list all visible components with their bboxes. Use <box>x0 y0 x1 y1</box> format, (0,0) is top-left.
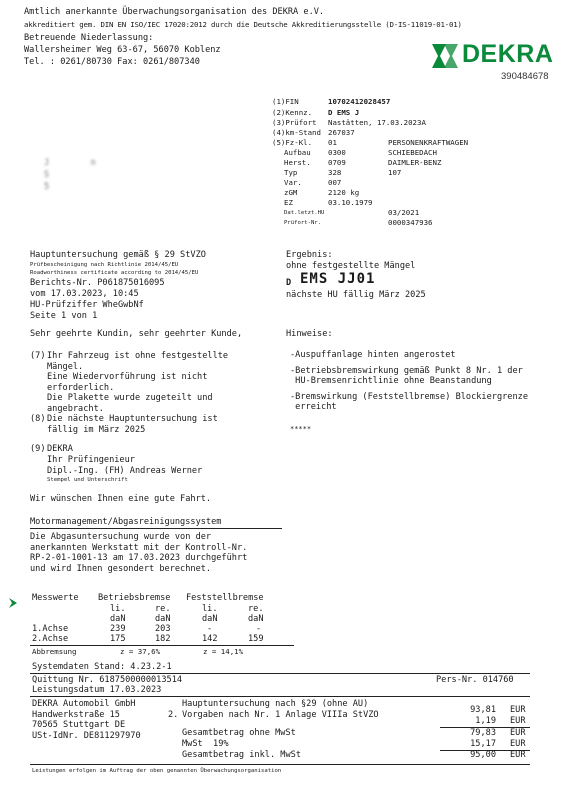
typ-text: 107 <box>388 168 402 177</box>
plate-prefix: D <box>286 278 292 288</box>
note7-line: angebracht. <box>47 403 104 414</box>
closing-text: Wir wünschen Ihnen eine gute Fahrt. <box>30 494 212 504</box>
company-line: DEKRA Automobil GmbH <box>32 699 136 709</box>
pruefort-label: (3)Prüfort <box>272 118 317 127</box>
leistungsdatum: Leistungsdatum 17.03.2023 <box>32 685 162 695</box>
billing-item-amount: 15,17 <box>470 739 496 749</box>
system-stand: Systemdaten Stand: 4.23.2-1 <box>32 662 172 672</box>
quittung-nr: Quittung Nr. 6187500000013514 <box>32 675 183 685</box>
brakes-sub: li. <box>202 604 218 614</box>
abbremsung-feststellbremse: z = 14,1% <box>203 647 244 656</box>
report-sub2: Roadworthiness certificate according to 2014/45/EU <box>30 270 199 276</box>
billing-item-amount: 79,83 <box>470 728 496 738</box>
next-hu: nächste HU fällig März 2025 <box>286 290 426 300</box>
brakes-row-value: 182 <box>155 634 171 644</box>
emissions-line: RP-2-01-1001-13 am 17.03.2023 durchgeführt <box>30 553 248 564</box>
brakes-unit: daN <box>110 614 126 624</box>
zgm-label: zGM <box>284 188 298 197</box>
brakes-unit: daN <box>202 614 218 624</box>
dekra-logo-text: DEKRA <box>462 40 554 68</box>
brakes-row-value: 159 <box>248 634 264 644</box>
signature-org: DEKRA <box>47 444 73 454</box>
var-label: Var. <box>284 178 302 187</box>
fin-value: 10702412028457 <box>328 97 391 106</box>
recipient-street: S <box>44 170 70 180</box>
emissions-text <box>30 532 247 574</box>
brakes-unit: daN <box>248 614 264 624</box>
brakes-row-value: 142 <box>202 634 218 644</box>
note8-line: fällig im März 2025 <box>47 424 146 435</box>
billing-item-currency: EUR <box>510 716 526 726</box>
billing-item-currency: EUR <box>510 750 526 760</box>
dekra-logo-icon <box>430 40 460 74</box>
header-org-line2: akkreditiert gem. DIN EN ISO/IEC 17020:2012 durch die Deutsche Akkreditierungsstelle (D-IS-11019-01-01) <box>24 20 462 29</box>
greeting: Sehr geehrte Kundin, sehr geehrter Kunde, <box>30 329 243 339</box>
note7-number: (7) <box>30 351 46 361</box>
typ-label: Typ <box>284 168 298 177</box>
brakes-row-value: 175 <box>110 634 126 644</box>
doc-number: 390484678 <box>501 71 549 82</box>
note7-text <box>47 351 228 415</box>
ez-label: EZ <box>284 198 293 207</box>
km-value: 267037 <box>328 128 355 137</box>
aufbau-label: Aufbau <box>284 148 311 157</box>
result-value: ohne festgestellte Mängel <box>286 261 416 271</box>
brakes-row-value: - <box>207 624 213 634</box>
note8-line: Die nächste Hauptuntersuchung ist <box>47 414 218 424</box>
var-value: 007 <box>328 178 342 187</box>
brakes-row-axle: 2.Achse <box>32 634 69 644</box>
pers-nr: Pers-Nr. 014760 <box>436 675 514 685</box>
emissions-line: und wird Ihnen gesondert berechnet. <box>30 563 212 574</box>
note7-line: Ihr Fahrzeug ist ohne festgestellte <box>47 351 229 361</box>
berichts-nr: Berichts-Nr. P061875016095 <box>30 278 165 288</box>
page-indicator: Seite 1 von 1 <box>30 311 98 321</box>
branch-address: Wallersheimer Weg 63-67, 56070 Koblenz <box>24 45 221 55</box>
billing-item-currency: EUR <box>510 739 526 749</box>
billing-item-text: Vorgaben nach Nr. 1 Anlage VIIIa StVZO <box>182 710 379 720</box>
herst-value: 0709 <box>328 158 346 167</box>
pruefort-nr-label: Prüfort-Nr. <box>284 220 322 226</box>
brakes-divider <box>30 645 294 646</box>
brakes-col-betriebsbremse: Betriebsbremse <box>98 593 171 603</box>
typ-value: 328 <box>328 168 342 177</box>
billing-item-num: 2. <box>168 710 179 720</box>
km-label: (4)km-Stand <box>272 128 321 137</box>
hinweis-item: ***** <box>290 424 312 433</box>
footer-divider <box>30 764 530 765</box>
fzkl-label: (5)Fz-Kl. <box>272 138 313 147</box>
aufbau-value: 0300 <box>328 148 346 157</box>
abbremsung-label: Abbremsung <box>32 647 77 656</box>
brakes-sub: re. <box>248 604 264 614</box>
brakes-row-value: - <box>256 624 262 634</box>
brakes-row-value: 203 <box>155 624 171 634</box>
hinweise-label: Hinweise: <box>286 329 333 339</box>
billing-item-currency: EUR <box>510 705 526 715</box>
emissions-line: anerkannten Werkstatt mit der Kontroll-Nr. <box>30 542 248 553</box>
datletzt-label: Dat.letzt.HU <box>284 210 325 216</box>
header-org-line1: Amtlich anerkannte Überwachungsorganisation des DEKRA e.V. <box>24 7 325 17</box>
zgm-value: 2120 kg <box>328 188 360 197</box>
signature-name: Dipl.-Ing. (FH) Andreas Werner <box>47 466 203 476</box>
company-line: Handwerkstraße 15 <box>32 709 120 720</box>
note8-text <box>47 414 218 435</box>
signature-title: Ihr Prüfingenieur <box>47 455 135 465</box>
hinweis-item: -Auspuffanlage hinten angerostet <box>290 350 456 360</box>
signature-number: (9) <box>30 444 46 454</box>
hu-pruefziffer: HU-Prüfziffer WheGwbNf <box>30 300 144 310</box>
system-divider <box>30 673 530 674</box>
billing-item-amount: 95,00 <box>470 750 496 760</box>
billing-company <box>32 699 141 741</box>
brakes-sub: li. <box>110 604 126 614</box>
hinweis-item: -Bremswirkung (Feststellbremse) Blockiergrenze <box>290 391 528 402</box>
note7-line: Die Plakette wurde zugeteilt und <box>47 393 213 404</box>
footer-text: Leistungen erfolgen im Auftrag der oben genannten Überwachungsorganisation <box>32 768 282 774</box>
brakes-col-feststellbremse: Feststellbremse <box>186 593 264 603</box>
company-line: USt-IdNr. DE811297970 <box>32 730 141 741</box>
brakes-row-axle: 1.Achse <box>32 624 69 634</box>
brakes-row-value: 239 <box>110 624 126 634</box>
report-title: Hauptuntersuchung gemäß § 29 StVZO <box>30 250 206 260</box>
branch-label: Betreuende Niederlassung: <box>24 33 154 43</box>
note7-line: erforderlich. <box>47 382 115 393</box>
company-line: 70565 Stuttgart DE <box>32 720 126 731</box>
herst-text: DAIMLER-BENZ <box>388 158 442 167</box>
pruefort-nr-value: 0000347936 <box>388 218 433 227</box>
kennz-value: D EMS J <box>328 108 360 117</box>
emissions-title-underline <box>30 528 282 529</box>
abbremsung-betriebsbremse: z = 37,6% <box>120 647 161 656</box>
herst-label: Herst. <box>284 158 311 167</box>
hinweis-item <box>290 413 528 424</box>
fin-label: (1)FIN <box>272 97 299 106</box>
margin-marker-icon <box>8 597 18 609</box>
hinweis-item: HU-Bremsenrichtlinie ohne Beanstandung <box>290 376 492 387</box>
fzkl-value: 01 <box>328 138 337 147</box>
branch-phone: Tel. : 0261/80730 Fax: 0261/807340 <box>24 57 200 67</box>
signature-caption: Stempel und Unterschrift <box>47 477 128 483</box>
billing-item-text: Gesamtbetrag ohne MwSt <box>182 728 296 738</box>
emissions-line: Die Abgasuntersuchung wurde von der <box>30 532 212 542</box>
note7-line: Mängel. <box>47 361 84 372</box>
brakes-unit: daN <box>155 614 171 624</box>
kennz-label: (2)Kennz. <box>272 108 313 117</box>
billing-item-text: Gesamtbetrag inkl. MwSt <box>182 750 301 760</box>
hinweis-item: erreicht <box>290 402 337 413</box>
report-sub1: Prüfbescheinigung nach Richtlinie 2014/45/EU <box>30 262 179 268</box>
billing-divider <box>30 696 530 697</box>
pruefort-value: Nastätten, 17.03.2023A <box>328 118 426 127</box>
result-label: Ergebnis: <box>286 250 333 260</box>
billing-item-currency: EUR <box>510 728 526 738</box>
recipient-name: J n <box>44 158 96 168</box>
emissions-title: Motormanagement/Abgasreinigungssystem <box>30 517 222 527</box>
recipient-city: 5 <box>44 182 70 192</box>
billing-item-text: Hauptuntersuchung nach §29 (ohne AU) <box>182 699 369 709</box>
billing-item-amount: 93,81 <box>470 705 496 715</box>
fzkl-text: PERSONENKRAFTWAGEN <box>388 138 469 147</box>
billing-item-text: MwSt 19% <box>182 739 229 749</box>
plate-number: EMS JJ01 <box>300 271 376 287</box>
brakes-label: Messwerte <box>32 593 79 603</box>
brakes-sub: re. <box>155 604 171 614</box>
hinweis-item: -Betriebsbremswirkung gemäß Punkt 8 Nr. 1 der <box>290 365 523 376</box>
billing-item-amount: 1,19 <box>475 716 496 726</box>
datletzt-value: 03/2021 <box>388 208 420 217</box>
note8-number: (8) <box>30 414 46 424</box>
ez-value: 03.10.1979 <box>328 198 373 207</box>
aufbau-text: SCHIEBEDACH <box>388 148 437 157</box>
note7-line: Eine Wiedervorführung ist nicht <box>47 372 208 383</box>
hinweise-list <box>290 350 528 434</box>
report-date: vom 17.03.2023, 10:45 <box>30 289 139 299</box>
